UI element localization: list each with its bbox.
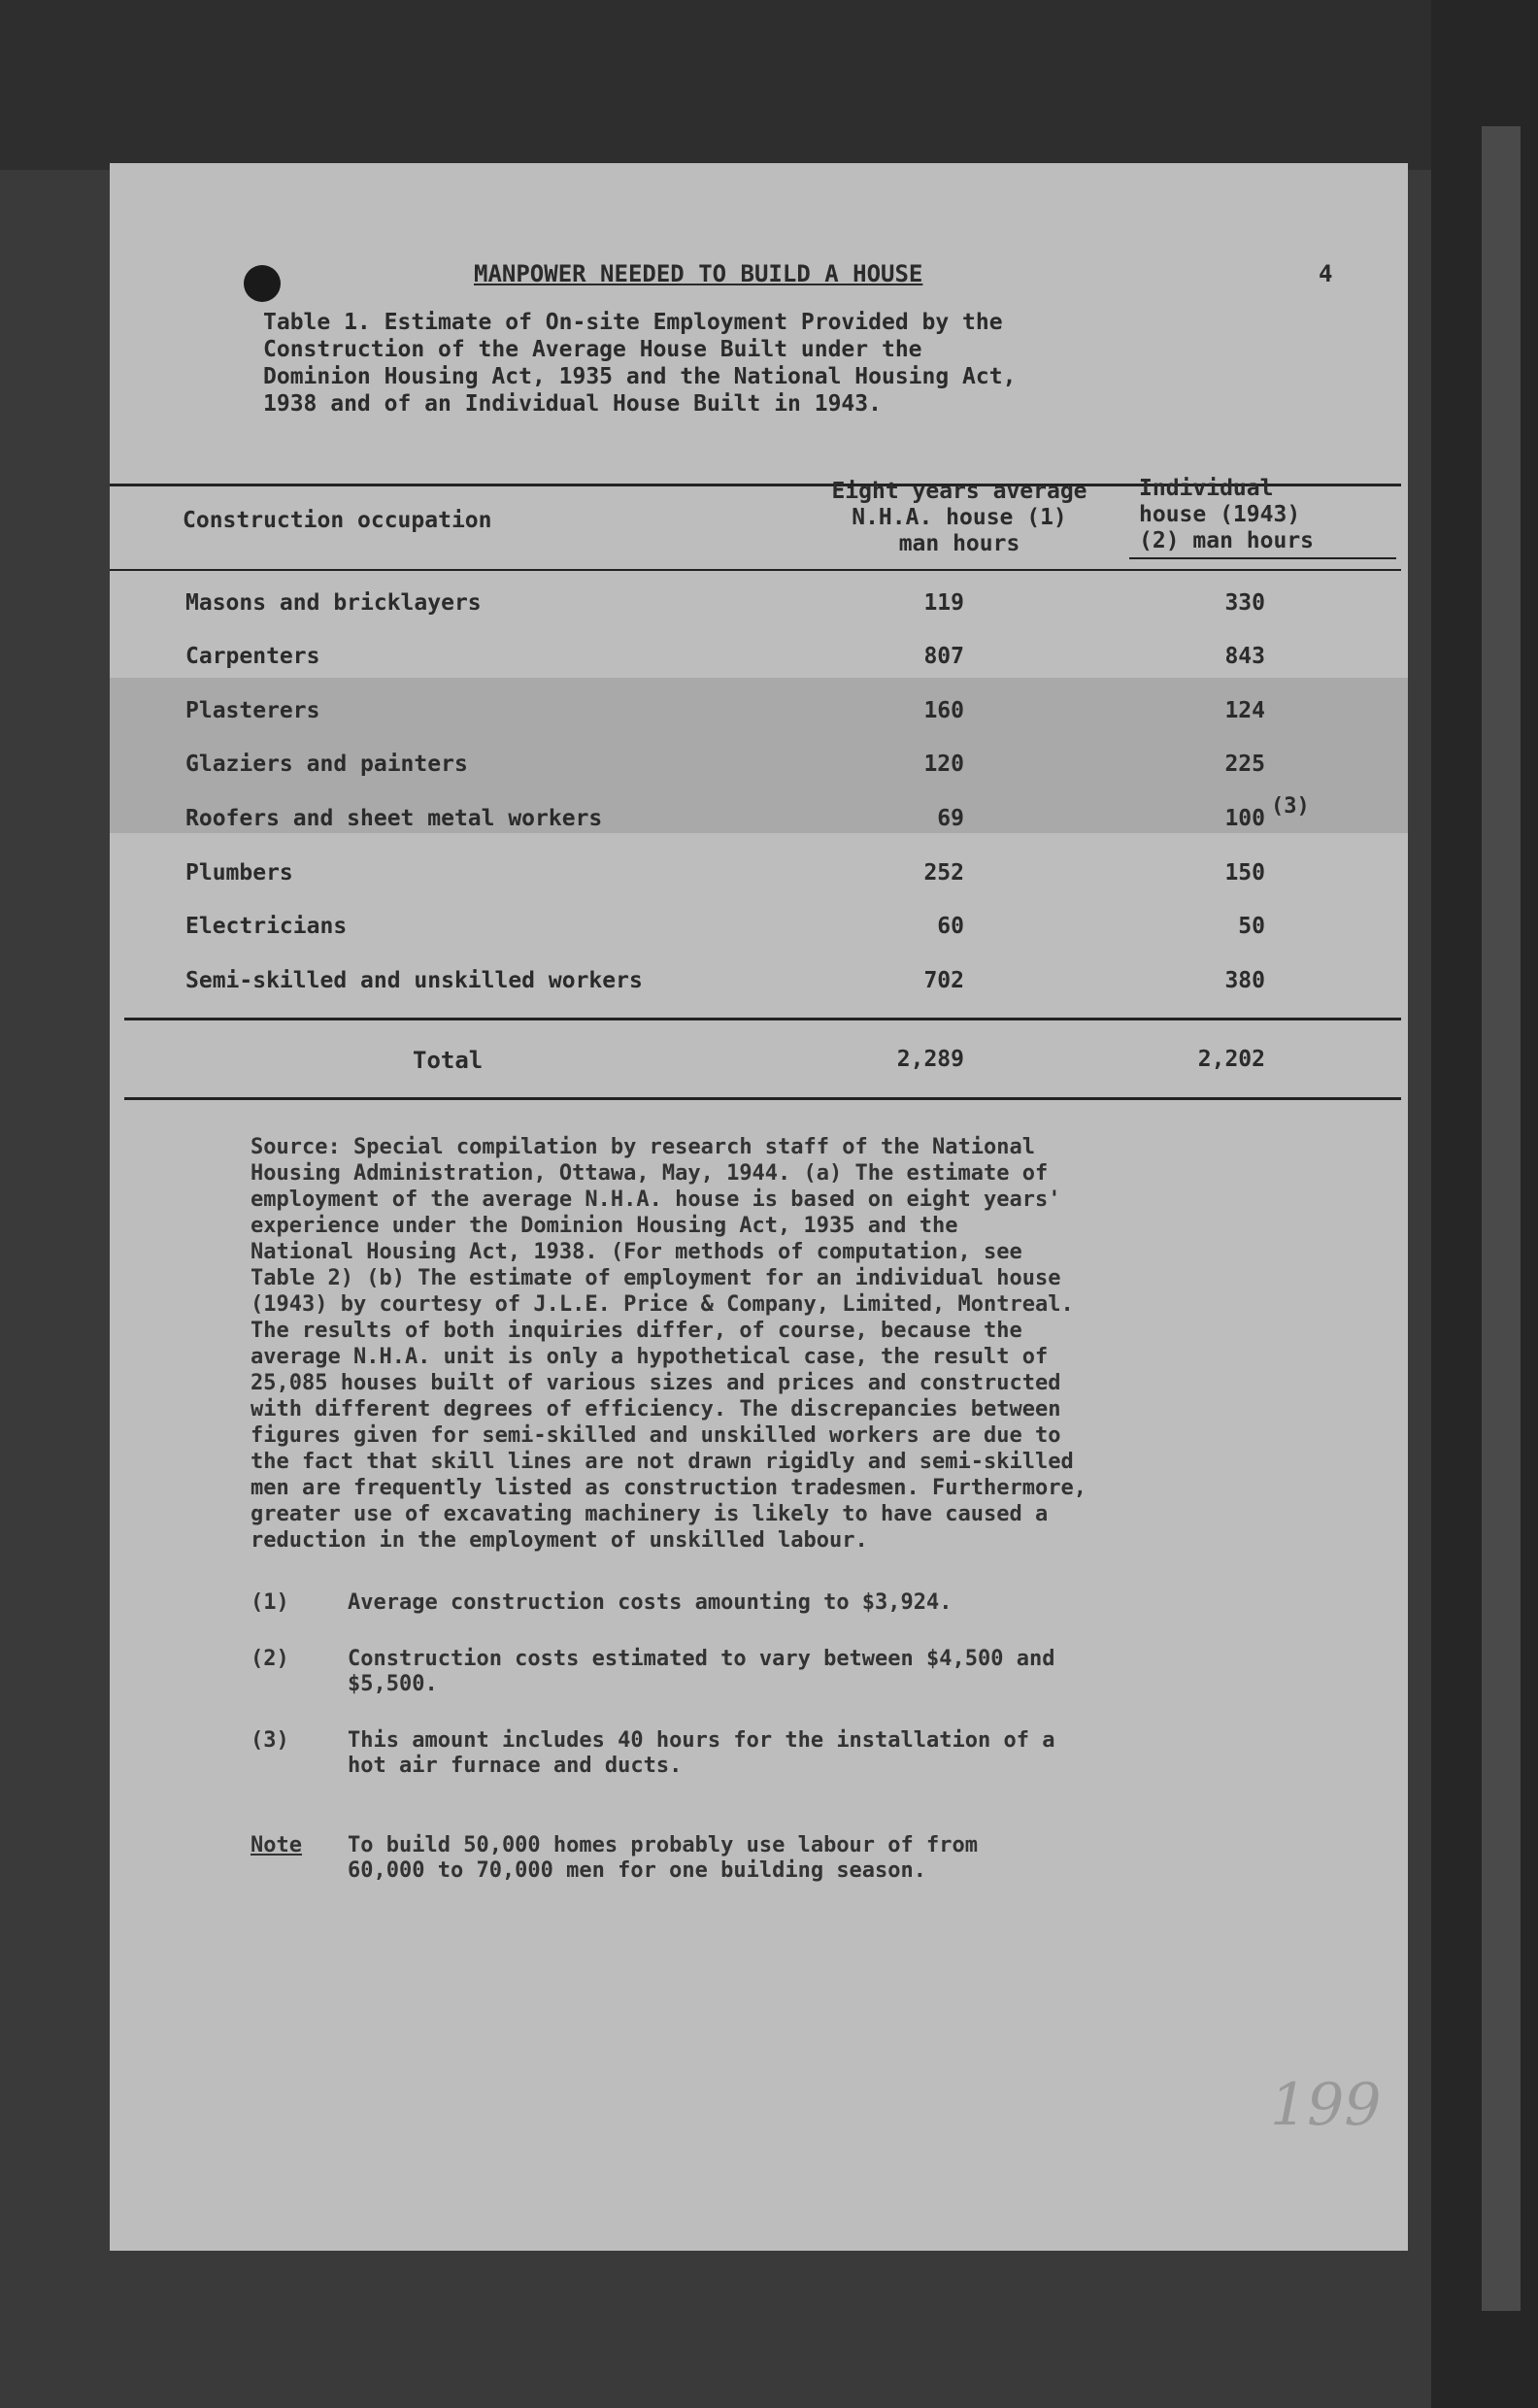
footnote-text: This amount includes 40 hours for the installation of a hot air furnace and ducts. <box>348 1728 1055 1778</box>
source-note: Source: Special compilation by research staff of the National Housing Administration, Ottawa, May, 1944. (a) The estimate of employment of the average N.H.A. house is based on eight years' experience under the Dominion Housing Act, 1935 and the National Housing Act, 1938. (For methods of computation, see Table 2) (b) The estimate of employment for an individual house (1943) by courtesy of J.L.E. Price & Company, Limited, Montreal. The results of both inquiries differ, of course, because the average N.H.A. unit is only a hypothetical case, the result of 25,085 houses built of various sizes and prices and constructed with different degrees of efficiency. The discrepancies between figures given for semi-skilled and unskilled workers are due to the fact that skill lines are not drawn rigidly and semi-skilled men are frequently listed as construction tradesmen. Furthermore, greater use of excavating machinery is likely to have caused a reduction in the employment of unskilled labour. <box>251 1135 1087 1553</box>
page-number: 4 <box>1319 260 1333 287</box>
header-nha-average: Eight years average N.H.A. house (1) man hours <box>831 479 1087 556</box>
row-1943-hours: 330 <box>1224 590 1265 616</box>
table-row <box>110 752 1408 806</box>
row-1943-hours: 843 <box>1224 644 1265 669</box>
row-1943-hours: 380 <box>1224 968 1265 993</box>
header-individual-house: Individual house (1943) (2) man hours <box>1139 476 1315 553</box>
row-1943-hours: 124 <box>1224 698 1265 723</box>
row-nha-hours: 69 <box>937 806 964 831</box>
row-occupation: Glaziers and painters <box>185 752 468 777</box>
row-occupation: Carpenters <box>185 644 320 669</box>
table-row <box>110 860 1408 915</box>
row-nha-hours: 702 <box>923 968 964 993</box>
row-nha-hours: 120 <box>923 752 964 777</box>
footnote-text: Construction costs estimated to vary between $4,500 and $5,500. <box>348 1647 1055 1696</box>
footnote-number: (1) <box>251 1590 289 1615</box>
total-nha-hours: 2,289 <box>896 1047 964 1072</box>
row-1943-hours: 150 <box>1224 860 1265 886</box>
row-occupation: Roofers and sheet metal workers <box>185 806 603 831</box>
row-nha-hours: 160 <box>923 698 964 723</box>
note-text: To build 50,000 homes probably use labour of from 60,000 to 70,000 men for one building season. <box>348 1833 979 1883</box>
footnote-number: (2) <box>251 1647 289 1671</box>
row-nha-hours: 252 <box>923 860 964 886</box>
row-occupation: Plumbers <box>185 860 293 886</box>
table-row <box>110 914 1408 968</box>
row-nha-hours: 807 <box>923 644 964 669</box>
footnote-marker: (3) <box>1271 794 1310 819</box>
document-page <box>110 163 1408 2251</box>
total-1943-hours: 2,202 <box>1197 1047 1265 1072</box>
total-top-rule <box>124 1018 1401 1020</box>
total-bottom-rule <box>124 1097 1401 1100</box>
footnote <box>251 1647 1319 1700</box>
film-border-top <box>0 0 1538 170</box>
page-title: MANPOWER NEEDED TO BUILD A HOUSE <box>474 260 923 287</box>
row-1943-hours: 50 <box>1238 914 1265 939</box>
total-row <box>110 1047 1408 1101</box>
table-row <box>110 698 1408 752</box>
header-occupation: Construction occupation <box>183 508 492 533</box>
header-bottom-rule <box>110 569 1401 571</box>
closing-note <box>251 1833 1319 1887</box>
punch-hole <box>244 265 281 302</box>
handwritten-folio-number: 199 <box>1270 2071 1382 2139</box>
footnote <box>251 1590 1319 1620</box>
row-1943-hours: 100 <box>1224 806 1265 831</box>
row-nha-hours: 60 <box>937 914 964 939</box>
table-row <box>110 644 1408 698</box>
header-col-b-rule <box>1129 557 1396 559</box>
row-occupation: Plasterers <box>185 698 320 723</box>
row-occupation: Masons and bricklayers <box>185 590 482 616</box>
row-occupation: Electricians <box>185 914 348 939</box>
row-nha-hours: 119 <box>923 590 964 616</box>
row-1943-hours: 225 <box>1224 752 1265 777</box>
table-row <box>110 794 1408 860</box>
note-label: Note <box>251 1833 302 1857</box>
row-occupation: Semi-skilled and unskilled workers <box>185 968 643 993</box>
table-row <box>110 968 1408 1022</box>
footnote-number: (3) <box>251 1728 289 1753</box>
table-row <box>110 590 1408 645</box>
film-edge-strip <box>1482 126 1521 2311</box>
footnote-text: Average construction costs amounting to $3,924. <box>348 1590 953 1615</box>
total-label: Total <box>413 1047 484 1074</box>
footnote <box>251 1728 1319 1782</box>
table-caption: Table 1. Estimate of On-site Employment Provided by the Construction of the Average House Built under the Dominion Housing Act, 1935 and the National Housing Act, 1938 and of an Individual House Built in 1943. <box>263 310 1017 417</box>
